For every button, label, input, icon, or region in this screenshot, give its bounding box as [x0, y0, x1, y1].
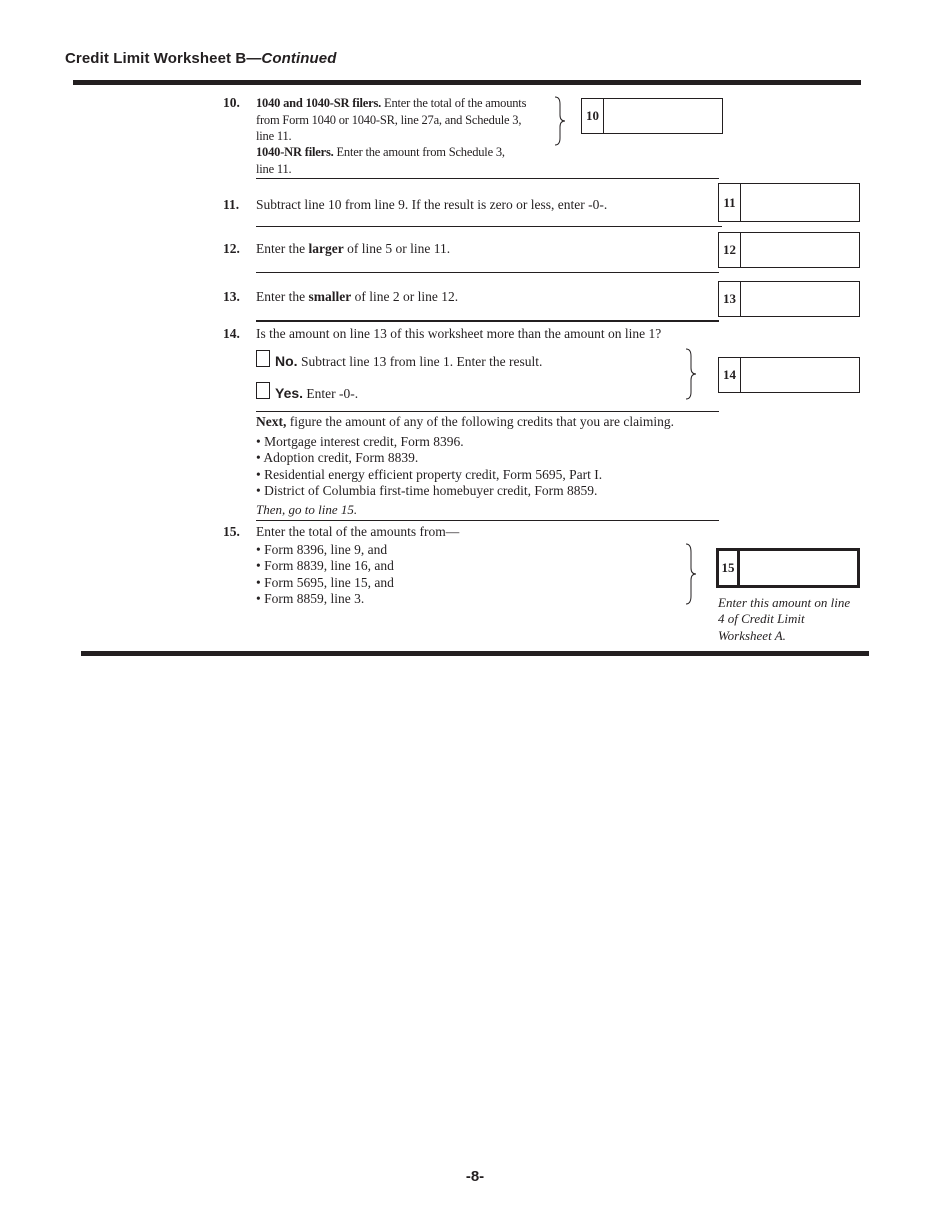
list-item: • Form 8396, line 9, and: [256, 542, 394, 558]
line-11-underline: [256, 226, 722, 227]
right-brace-icon: [684, 348, 698, 400]
line-10-underline: [256, 178, 719, 179]
credits-list: [256, 434, 602, 499]
line-15-entry-box[interactable]: [716, 548, 860, 588]
line-14-yes-option: Yes. Enter -0-.: [275, 385, 359, 401]
top-rule: [73, 80, 861, 85]
line-12-text: Enter the larger of line 5 or line 11.: [256, 241, 451, 256]
next-underline: [256, 520, 719, 521]
line-12-number: 12.: [223, 241, 240, 256]
list-item: • District of Columbia first-time homebuyer credit, Form 8859.: [256, 483, 602, 499]
line-14-question: Is the amount on line 13 of this worksheet more than the amount on line 1?: [256, 326, 662, 341]
line-14-no-option: No. Subtract line 13 from line 1. Enter the result.: [275, 353, 543, 369]
line-11-entry-box[interactable]: [718, 183, 860, 222]
right-brace-icon: [553, 96, 567, 146]
page-number: -8-: [465, 1168, 485, 1185]
line-10-nr-text: 1040-NR filers. Enter the amount from Schedule 3, line 11.: [256, 145, 505, 176]
next-credits-intro: Next, figure the amount of any of the following credits that you are claiming.: [256, 414, 675, 429]
list-item: • Adoption credit, Form 8839.: [256, 450, 602, 466]
line-14-yes-checkbox[interactable]: [256, 382, 270, 399]
list-item: • Form 8839, line 16, and: [256, 558, 394, 574]
line-12-box-label: 12: [719, 233, 741, 267]
line-14-underline: [256, 411, 719, 412]
line-14-no-checkbox[interactable]: [256, 350, 270, 367]
list-item: • Mortgage interest credit, Form 8396.: [256, 434, 602, 450]
line-13-box-label: 13: [719, 282, 741, 316]
line-13-number: 13.: [223, 289, 240, 304]
line-13-underline: [256, 320, 719, 322]
line-14-number: 14.: [223, 326, 240, 341]
page-title: Credit Limit Worksheet B—Continued: [65, 50, 337, 67]
line-13-entry-box[interactable]: [718, 281, 860, 317]
line-15-note: Enter this amount on line 4 of Credit Limit Worksheet A.: [718, 595, 851, 643]
bottom-rule: [81, 651, 869, 656]
line-15-text: Enter the total of the amounts from—: [256, 524, 460, 539]
list-item: • Form 8859, line 3.: [256, 591, 394, 607]
line-12-entry-box[interactable]: [718, 232, 860, 268]
line-15-box-label: 15: [719, 551, 740, 585]
line-13-text: Enter the smaller of line 2 or line 12.: [256, 289, 459, 304]
list-item: • Form 5695, line 15, and: [256, 575, 394, 591]
line-10-text: 1040 and 1040-SR filers. Enter the total of the amounts from Form 1040 or 1040-SR, line 27a, and Schedule 3, line 11.: [256, 96, 527, 143]
line-11-box-label: 11: [719, 184, 741, 221]
line-15-forms-list: [256, 542, 394, 607]
line-15-number: 15.: [223, 524, 240, 539]
line-14-box-label: 14: [719, 358, 741, 392]
list-item: • Residential energy efficient property credit, Form 5695, Part I.: [256, 467, 602, 483]
line-11-text: Subtract line 10 from line 9. If the result is zero or less, enter -0-.: [256, 197, 608, 212]
line-11-number: 11.: [223, 197, 240, 212]
line-14-entry-box[interactable]: [718, 357, 860, 393]
then-instruction: Then, go to line 15.: [256, 502, 358, 517]
right-brace-icon: [684, 543, 698, 605]
line-10-entry-box[interactable]: [581, 98, 723, 134]
line-10-number: 10.: [223, 95, 240, 110]
line-12-underline: [256, 272, 719, 273]
line-10-box-label: 10: [582, 99, 604, 133]
